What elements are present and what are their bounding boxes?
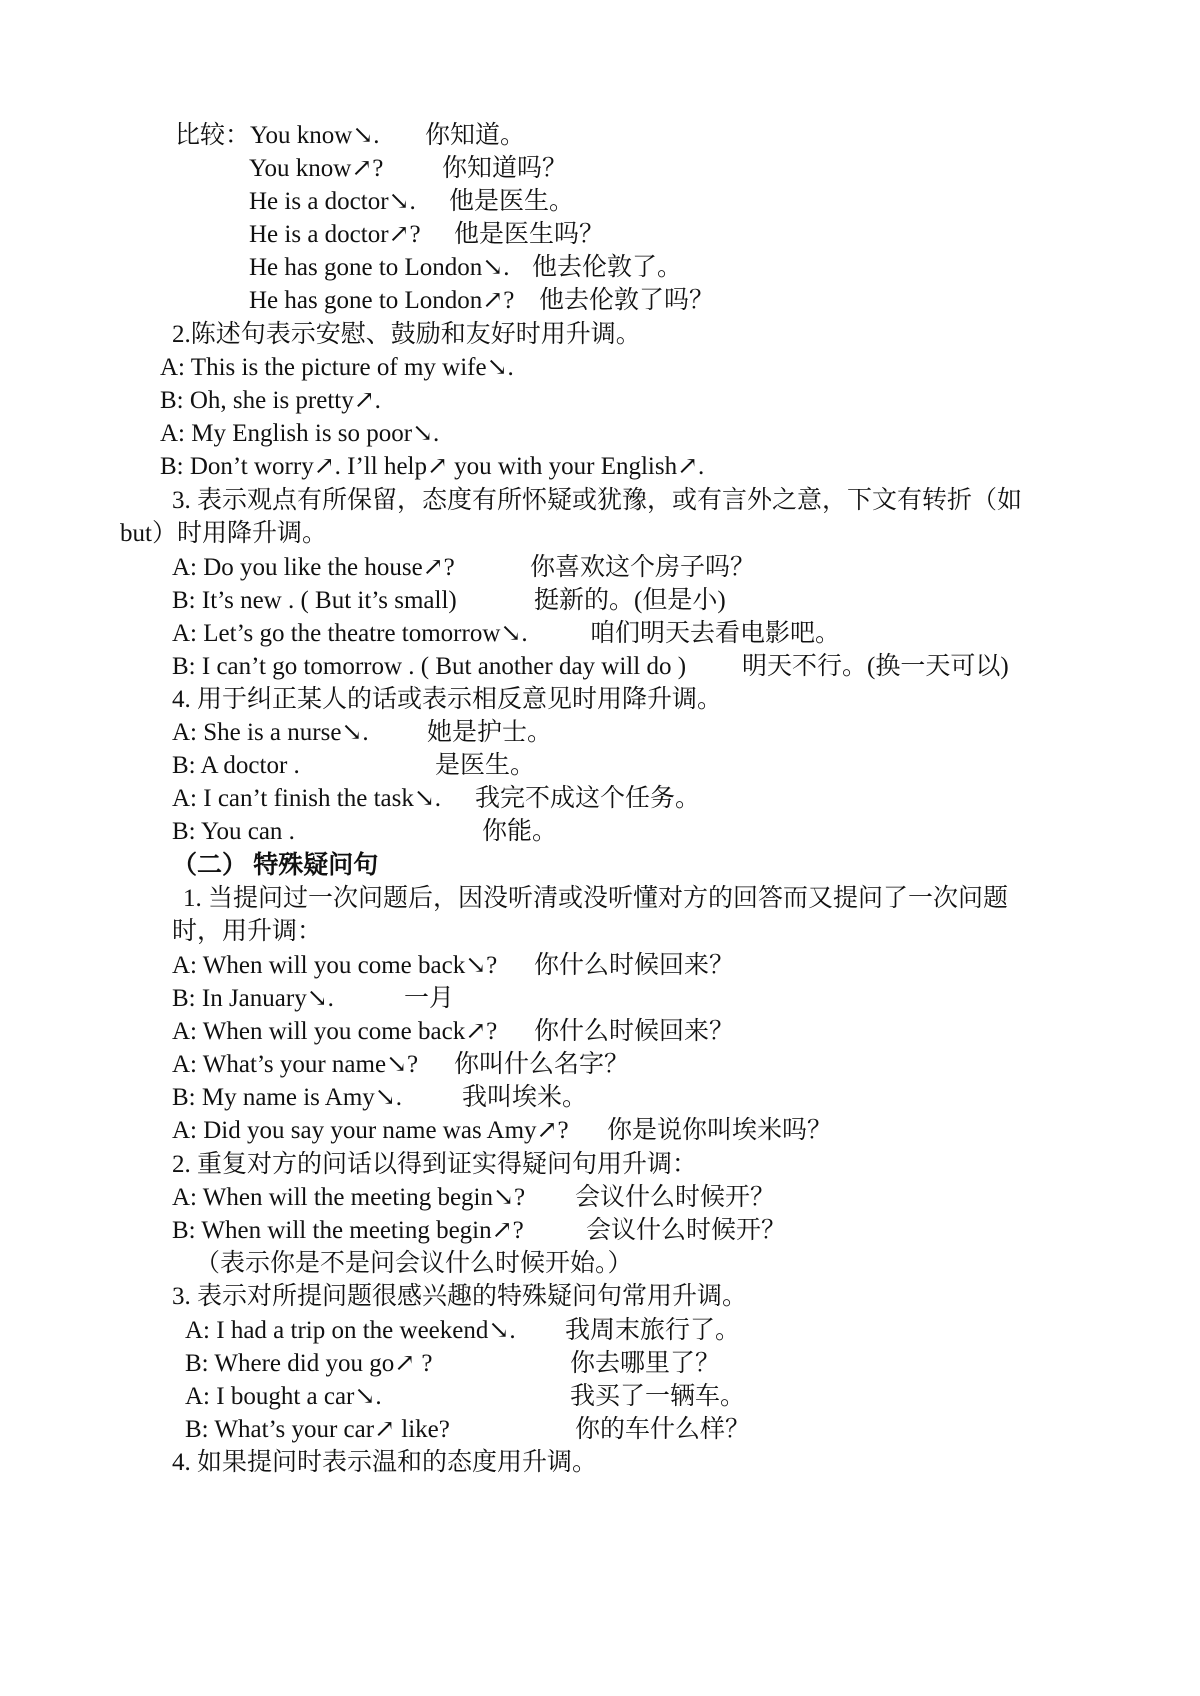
text-line: B: You can . 你能。 xyxy=(172,818,558,845)
text-line: B: What’s your car↗ like? 你的车什么样？ xyxy=(185,1416,751,1443)
text-line: B: When will the meeting begin↗? 会议什么时候开？ xyxy=(172,1217,787,1244)
text-line: You know↗? 你知道吗？ xyxy=(249,155,568,182)
section-heading: 3. 表示观点有所保留，态度有所怀疑或犹豫，或有言外之意，下文有转折（如 xyxy=(172,487,1023,514)
text-line: A: When will you come back↘? 你什么时候回来？ xyxy=(172,952,735,979)
text-line: A: She is a nurse↘. 她是护士。 xyxy=(172,719,553,746)
text-line: B: Don’t worry↗. I’ll help↗ you with your English↗. xyxy=(160,453,705,480)
text-line: A: Did you say your name was Amy↗? 你是说你叫埃米吗？ xyxy=(172,1117,833,1144)
text-line: A: I bought a car↘. 我买了一辆车。 xyxy=(185,1383,746,1410)
text-line: B: Where did you go↗ ? 你去哪里了？ xyxy=(185,1350,721,1377)
text-line: （表示你是不是问会议什么时候开始。） xyxy=(195,1250,633,1277)
text-line: 时，用升调： xyxy=(172,918,323,945)
text-line: A: When will you come back↗? 你什么时候回来？ xyxy=(172,1018,735,1045)
text-line: B: I can’t go tomorrow . ( But another day will do ) 明天不行。(换一天可以) xyxy=(172,653,1009,680)
text-line: B: In January↘. 一月 xyxy=(172,985,455,1012)
text-line: B: Oh, she is pretty↗. xyxy=(160,387,381,414)
text-line: A: Do you like the house↗? 你喜欢这个房子吗？ xyxy=(172,554,756,581)
section-heading: 1. 当提问过一次问题后，因没听清或没听懂对方的回答而又提问了一次问题 xyxy=(183,885,1009,912)
section-heading: 2.陈述句表示安慰、鼓励和友好时用升调。 xyxy=(172,321,641,348)
text-line: but）时用降升调。 xyxy=(120,520,327,547)
section-heading: 4. 如果提问时表示温和的态度用升调。 xyxy=(172,1449,598,1476)
text-line: A: This is the picture of my wife↘. xyxy=(160,354,514,381)
section-heading: 4. 用于纠正某人的话或表示相反意见时用降升调。 xyxy=(172,686,723,713)
text-line: He is a doctor↗? 他是医生吗？ xyxy=(249,221,605,248)
text-line: A: Let’s go the theatre tomorrow↘. 咱们明天去看电影吧。 xyxy=(172,620,841,647)
text-line: B: A doctor . 是医生。 xyxy=(172,752,536,779)
text-line: 比较：You know↘. 你知道。 xyxy=(175,122,526,149)
text-line: He has gone to London↘. 他去伦敦了。 xyxy=(249,254,683,281)
text-line: A: My English is so poor↘. xyxy=(160,420,440,447)
text-line: A: I had a trip on the weekend↘. 我周末旅行了。 xyxy=(185,1317,741,1344)
text-line: He is a doctor↘. 他是医生。 xyxy=(249,188,575,215)
text-line: A: I can’t finish the task↘. 我完不成这个任务。 xyxy=(172,785,701,812)
text-line: B: It’s new . ( But it’s small) 挺新的。(但是小) xyxy=(172,587,726,614)
section-heading: 3. 表示对所提问题很感兴趣的特殊疑问句常用升调。 xyxy=(172,1283,748,1310)
text-line: B: My name is Amy↘. 我叫埃米。 xyxy=(172,1084,588,1111)
text-line: He has gone to London↗? 他去伦敦了吗？ xyxy=(249,287,715,314)
text-line: A: When will the meeting begin↘? 会议什么时候开？ xyxy=(172,1184,776,1211)
text-line: A: What’s your name↘? 你叫什么名字？ xyxy=(172,1051,630,1078)
section-heading: （二） 特殊疑问句 xyxy=(172,852,379,879)
section-heading: 2. 重复对方的问话以得到证实得疑问句用升调： xyxy=(172,1151,698,1178)
